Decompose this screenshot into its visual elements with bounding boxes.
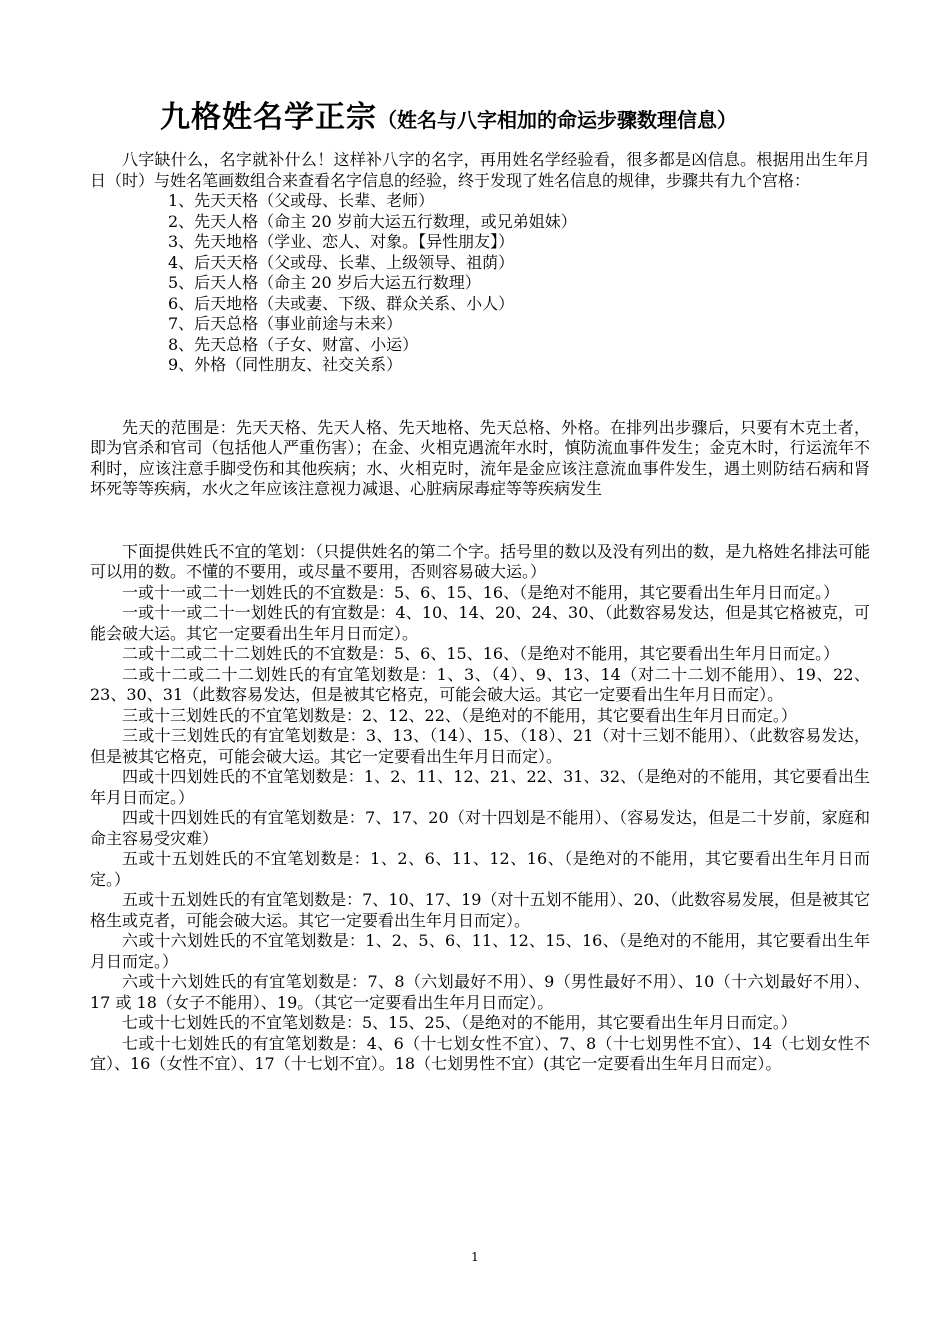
stroke-rule: 六或十六划姓氏的不宜笔划数是：1、2、5、6、11、12、15、16、（是绝对的不能用，其它要看出生年月日而定。）	[90, 931, 870, 971]
strokes-intro-paragraph: 下面提供姓氏不宜的笔划：（只提供姓名的第二个字。括号里的数以及没有列出的数，是九格姓名排法可能可以用的数。不懂的不要用，或尽量不要用，否则容易破大运。）	[90, 541, 870, 581]
list-item: 1、先天天格（父或母、长辈、老师）	[168, 191, 435, 210]
document-body	[90, 150, 870, 1075]
stroke-rule: 七或十七划姓氏的不宜笔划数是：5、15、25、（是绝对的不能用，其它要看出生年月日而定。）	[122, 1013, 797, 1032]
palace-list	[90, 191, 870, 376]
stroke-rule: 五或十五划姓氏的有宜笔划数是：7、10、17、19（对十五划不能用）、20、（此数容易发展，但是被其它格生或克者，可能会破大运。其它一定要看出生年月日而定）。	[90, 890, 870, 930]
stroke-rule: 五或十五划姓氏的不宜笔划数是：1、2、6、11、12、16、（是绝对的不能用，其它要看出生年月日而定。）	[90, 849, 870, 889]
stroke-rule: 二或十二或二十二划姓氏的不宜数是：5、6、15、16、（是绝对不能用，其它要看出生年月日而定。）	[122, 644, 840, 663]
list-item: 2、先天人格（命主 20 岁前大运五行数理，或兄弟姐妹）	[168, 211, 577, 231]
intro-paragraph: 八字缺什么，名字就补什么！这样补八字的名字，再用姓名学经验看，很多都是凶信息。根据用出生年月日（时）与姓名笔画数组合来查看名字信息的经验，终于发现了姓名信息的规律，步骤共有九个宫格：	[90, 150, 870, 190]
stroke-rule: 六或十六划姓氏的有宜笔划数是：7、8（六划最好不用）、9（男性最好不用）、10（十六划最好不用）、17 或 18（女子不能用）、19。（其它一定要看出生年月日而定）。	[90, 972, 870, 1012]
title-main: 九格姓名学正宗	[160, 100, 377, 135]
list-item: 7、后天总格（事业前途与未来）	[168, 314, 403, 333]
stroke-rule: 四或十四划姓氏的不宜笔划数是：1、2、11、12、21、22、31、32、（是绝对的不能用，其它要看出生年月日而定。）	[90, 767, 870, 807]
stroke-rule: 一或十一或二十一划姓氏的不宜数是：5、6、15、16、（是绝对不能用，其它要看出生年月日而定。）	[122, 582, 840, 602]
paragraph-gap	[90, 521, 870, 542]
list-item: 5、后天人格（命主 20 岁后大运五行数理）	[168, 273, 481, 292]
stroke-rule: 三或十三划姓氏的不宜笔划数是：2、12、22、（是绝对的不能用，其它要看出生年月日而定。）	[122, 705, 797, 725]
stroke-rule: 一或十一或二十一划姓氏的有宜数是：4、10、14、20、24、30、（此数容易发达，但是其它格被克，可能会破大运。其它一定要看出生年月日而定）。	[90, 603, 870, 643]
list-item: 4、后天天格（父或母、长辈、上级领导、祖荫）	[168, 252, 515, 272]
paragraph-gap	[90, 397, 870, 418]
stroke-rule: 二或十二或二十二划姓氏的有宜笔划数是：1、3、（4）、9、13、14（对二十二划不能用）、19、22、23、30、31（此数容易发达，但是被其它格克，可能会破大运。其它一定要看出生年月日而定）。	[90, 664, 870, 704]
xiantian-paragraph: 先天的范围是：先天天格、先天人格、先天地格、先天总格、外格。在排列出步骤后，只要有木克土者，即为官杀和官司（包括他人严重伤害）；在金、火相克遇流年水时，慎防流血事件发生；金克木时，行运流年不利时，应该注意手脚受伤和其他疾病；水、火相克时，流年是金应该注意流血事件发生，遇土则防结石病和肾坏死等等疾病，水火之年应该注意视力减退、心脏病尿毒症等等疾病发生	[90, 417, 870, 498]
stroke-rule: 四或十四划姓氏的有宜笔划数是：7、17、20（对十四划是不能用）、（容易发达，但是二十岁前，家庭和命主容易受灾难）	[90, 808, 870, 848]
paragraph-gap	[90, 376, 870, 397]
document-title	[160, 92, 920, 136]
title-subtitle: （姓名与八字相加的命运步骤数理信息）	[377, 108, 737, 132]
list-item: 6、后天地格（夫或妻、下级、群众关系、小人）	[168, 293, 515, 313]
list-item: 3、先天地格（学业、恋人、对象。【异性朋友】）	[168, 232, 515, 251]
list-item: 8、先天总格（子女、财富、小运）	[168, 334, 419, 354]
list-item: 9、外格（同性朋友、社交关系）	[168, 355, 403, 374]
stroke-rule: 七或十七划姓氏的有宜笔划数是：4、6（十七划女性不宜）、7、8（十七划男性不宜）、14（七划女性不宜）、16（女性不宜）、17（十七划不宜）。18（七划男性不宜）(其它一定要看出生年月日而定）。	[90, 1033, 870, 1073]
page-number: 1	[471, 1250, 479, 1264]
paragraph-gap	[90, 500, 870, 521]
stroke-rule: 三或十三划姓氏的有宜笔划数是：3、13、（14）、15、（18）、21（对十三划不能用）、（此数容易发达，但是被其它格克，可能会破大运。其它一定要看出生年月日而定）。	[90, 726, 870, 766]
